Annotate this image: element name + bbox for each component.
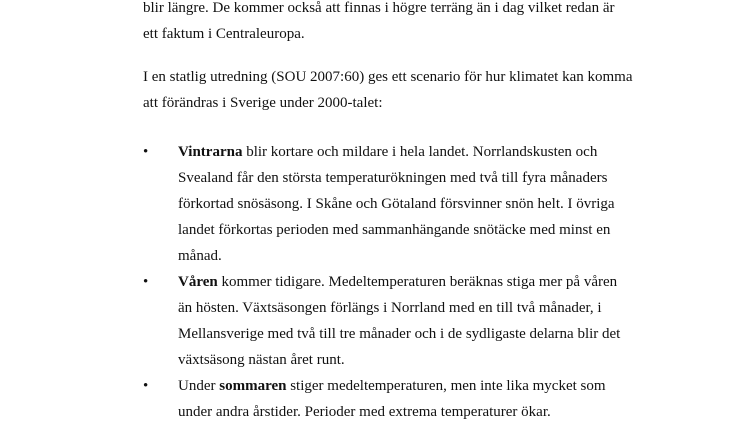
- list-item-summer: [143, 373, 643, 425]
- list-item-text: [178, 269, 633, 373]
- bullet-icon: •: [143, 144, 149, 160]
- list-item-text: [178, 373, 633, 425]
- list-item-body: kommer tidigare. Medeltemperaturen beräknas stiga mer på våren än hösten. Växtsäsongen förlängs i Norrland med en till två månader, i Mellansverige med två till tre månader och i de sydligaste delarna blir det växtsäsong nästan året runt.: [178, 274, 621, 368]
- bullet-icon: •: [143, 274, 149, 290]
- bullet-icon: •: [143, 378, 149, 394]
- list-item-keyword: Vintrarna: [178, 144, 243, 160]
- list-item-text: [178, 139, 633, 269]
- paragraph-continuation: blir längre. De kommer också att finnas i högre terräng än i dag vilket redan är ett faktum i Centraleuropa.: [143, 0, 615, 42]
- list-item-keyword: sommaren: [219, 378, 287, 394]
- bullet-list: [143, 139, 643, 425]
- list-item-body: blir kortare och mildare i hela landet. Norrlandskusten och Svealand får den största temperaturökningen med två till fyra månaders förkortad snösäsong. I Skåne och Götaland försvinner snön helt. I övriga landet förkortas perioden med sammanhängande snötäcke med minst en månad.: [178, 144, 615, 264]
- list-item-winter: [143, 139, 643, 269]
- list-item-keyword: Våren: [178, 274, 218, 290]
- list-item-body: stiger medeltemperaturen, men inte lika mycket som under andra årstider. Perioder med extrema temperaturer ökar.: [178, 378, 606, 420]
- paragraph-intro: I en statlig utredning (SOU 2007:60) ges ett scenario för hur klimatet kan komma att förändras i Sverige under 2000-talet:: [143, 69, 633, 111]
- list-item-prefix: Under: [178, 378, 220, 394]
- list-item-spring: [143, 269, 643, 373]
